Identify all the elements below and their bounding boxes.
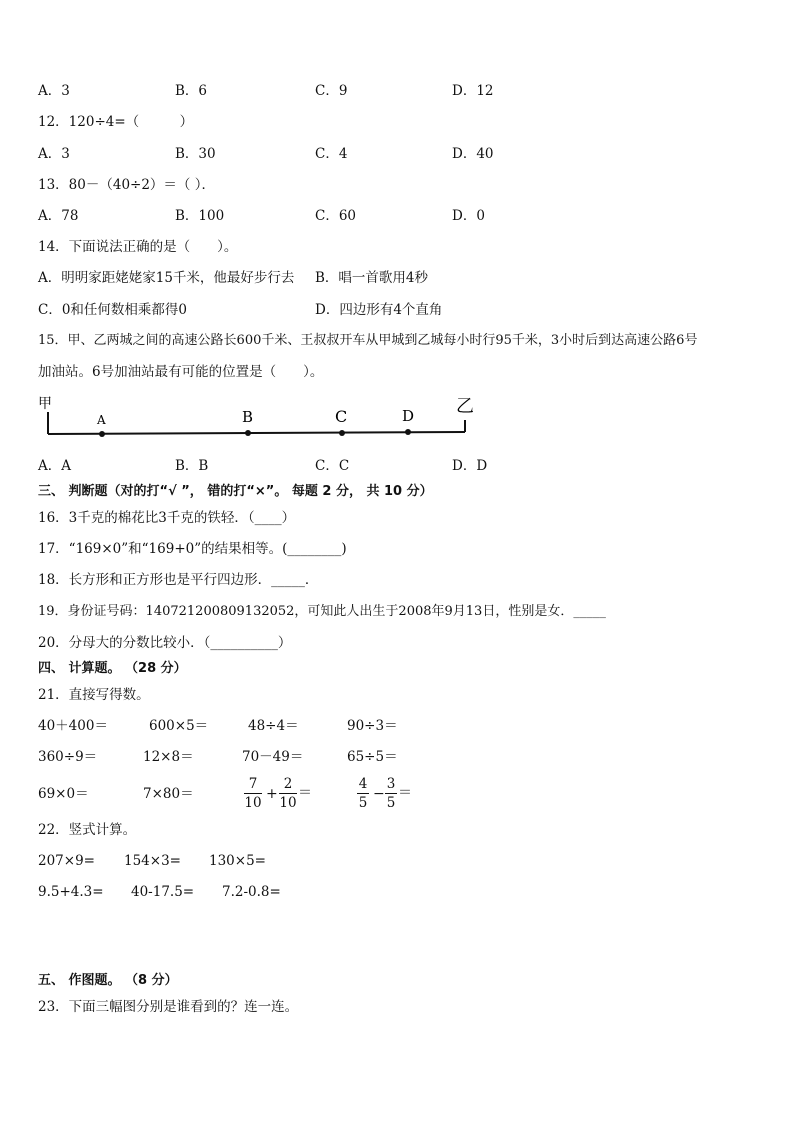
q12-option-d: D．40 bbox=[452, 146, 494, 162]
q21-item: 40＋400＝ bbox=[38, 718, 108, 734]
q14-option-b: B．唱一首歌用4秒 bbox=[315, 270, 429, 286]
q12-option-c: C．4 bbox=[315, 146, 348, 162]
q15-option-c: C．C bbox=[315, 458, 350, 474]
q14-option-d: D．四边形有4个直角 bbox=[315, 302, 443, 318]
numerator: 7 bbox=[248, 776, 258, 792]
numerator: 2 bbox=[283, 776, 293, 792]
q15-road-figure bbox=[30, 392, 480, 442]
q13-stem: 13．80－（40÷2）＝（ ）． bbox=[38, 177, 215, 193]
point-c-marker bbox=[339, 430, 345, 436]
point-d-label: D bbox=[402, 407, 415, 425]
q23: 23．下面三幅图分别是谁看到的？连一连。 bbox=[38, 999, 299, 1015]
q13-option-c: C．60 bbox=[315, 208, 357, 224]
road-line bbox=[48, 432, 465, 434]
q17: 17．“169×0”和“169+0”的结果相等。(________) bbox=[38, 541, 347, 557]
q15-option-b: B．B bbox=[175, 458, 209, 474]
q21-item: 12×8＝ bbox=[143, 749, 194, 765]
equals-sign: ＝ bbox=[398, 785, 412, 801]
q12-option-b: B．30 bbox=[175, 146, 216, 162]
q21-item: 360÷9＝ bbox=[38, 749, 98, 765]
q15-option-a: A．A bbox=[38, 458, 71, 474]
section4-title: 四、 计算题。 （28 分） bbox=[38, 661, 187, 676]
fraction-7-10 bbox=[244, 776, 262, 811]
q19: 19．身份证号码：140721200809132052，可知此人出生于2008年9月13日，性别是女．_____ bbox=[38, 604, 606, 619]
q13-option-d: D．0 bbox=[452, 208, 485, 224]
point-a-label: A bbox=[97, 413, 106, 427]
q11-option-d: D．12 bbox=[452, 83, 494, 99]
q21-item: 600×5＝ bbox=[149, 718, 209, 734]
q21-item: 48÷4＝ bbox=[248, 718, 299, 734]
q20: 20．分母大的分数比较小．（__________） bbox=[38, 635, 292, 651]
q22-item: 40-17.5= bbox=[131, 884, 195, 900]
q21-item: 69×0＝ bbox=[38, 786, 89, 802]
denominator: 10 bbox=[244, 795, 262, 811]
q22-item: 154×3= bbox=[124, 853, 181, 869]
minus-sign: − bbox=[373, 786, 385, 802]
point-b-marker bbox=[245, 430, 251, 436]
q22-item: 207×9= bbox=[38, 853, 95, 869]
q21-item: 90÷3＝ bbox=[347, 718, 398, 734]
plus-sign: + bbox=[266, 786, 278, 802]
q12-option-a: A．3 bbox=[38, 146, 70, 162]
q11-option-a: A．3 bbox=[38, 83, 70, 99]
numerator: 4 bbox=[358, 776, 368, 792]
fraction-2-10 bbox=[279, 776, 297, 811]
point-b-label: B bbox=[242, 408, 254, 426]
point-a-marker bbox=[99, 431, 105, 437]
q15-stem-line1: 15．甲、乙两城之间的高速公路长600千米、王叔叔开车从甲城到乙城每小时行95千米，3小时后到达高速公路6号 bbox=[38, 333, 698, 348]
q12-stem: 12．120÷4=（ ） bbox=[38, 114, 194, 130]
q21-item: 65÷5＝ bbox=[347, 749, 398, 765]
q14-option-a: A．明明家距姥姥家15千米，他最好步行去 bbox=[38, 270, 295, 286]
equals-sign: ＝ bbox=[298, 785, 312, 801]
q14-stem: 14．下面说法正确的是（ ）。 bbox=[38, 239, 238, 255]
denominator: 10 bbox=[279, 795, 297, 811]
q22-stem: 22．竖式计算。 bbox=[38, 822, 137, 838]
q21-stem: 21．直接写得数。 bbox=[38, 687, 150, 703]
section3-title: 三、 判断题（对的打“√ ”， 错的打“×”。 每题 2 分， 共 10 分） bbox=[38, 484, 433, 499]
point-c-label: C bbox=[335, 407, 348, 426]
fraction-4-5 bbox=[357, 776, 369, 811]
road-start-label: 甲 bbox=[38, 396, 52, 412]
q15-stem-line2: 加油站。6号加油站最有可能的位置是（ ）。 bbox=[38, 364, 324, 380]
q11-option-b: B．6 bbox=[175, 83, 208, 99]
numerator: 3 bbox=[386, 776, 396, 792]
denominator: 5 bbox=[358, 795, 368, 811]
q11-option-c: C．9 bbox=[315, 83, 348, 99]
q13-option-b: B．100 bbox=[175, 208, 225, 224]
q14-option-c: C．0和任何数相乘都得0 bbox=[38, 302, 188, 318]
q22-item: 130×5= bbox=[209, 853, 266, 869]
fraction-3-5 bbox=[385, 776, 397, 811]
road-end-label: 乙 bbox=[456, 396, 474, 417]
point-d-marker bbox=[405, 429, 411, 435]
q13-option-a: A．78 bbox=[38, 208, 79, 224]
q15-option-d: D．D bbox=[452, 458, 488, 474]
q21-item: 7×80＝ bbox=[143, 786, 194, 802]
q18: 18．长方形和正方形也是平行四边形．_____． bbox=[38, 572, 319, 588]
denominator: 5 bbox=[386, 795, 396, 811]
section5-title: 五、 作图题。 （8 分） bbox=[38, 973, 178, 988]
q22-item: 9.5+4.3= bbox=[38, 884, 104, 900]
q16: 16．3千克的棉花比3千克的铁轻．（____） bbox=[38, 510, 296, 526]
q21-item: 70－49＝ bbox=[242, 749, 304, 765]
q22-item: 7.2-0.8= bbox=[222, 884, 281, 900]
